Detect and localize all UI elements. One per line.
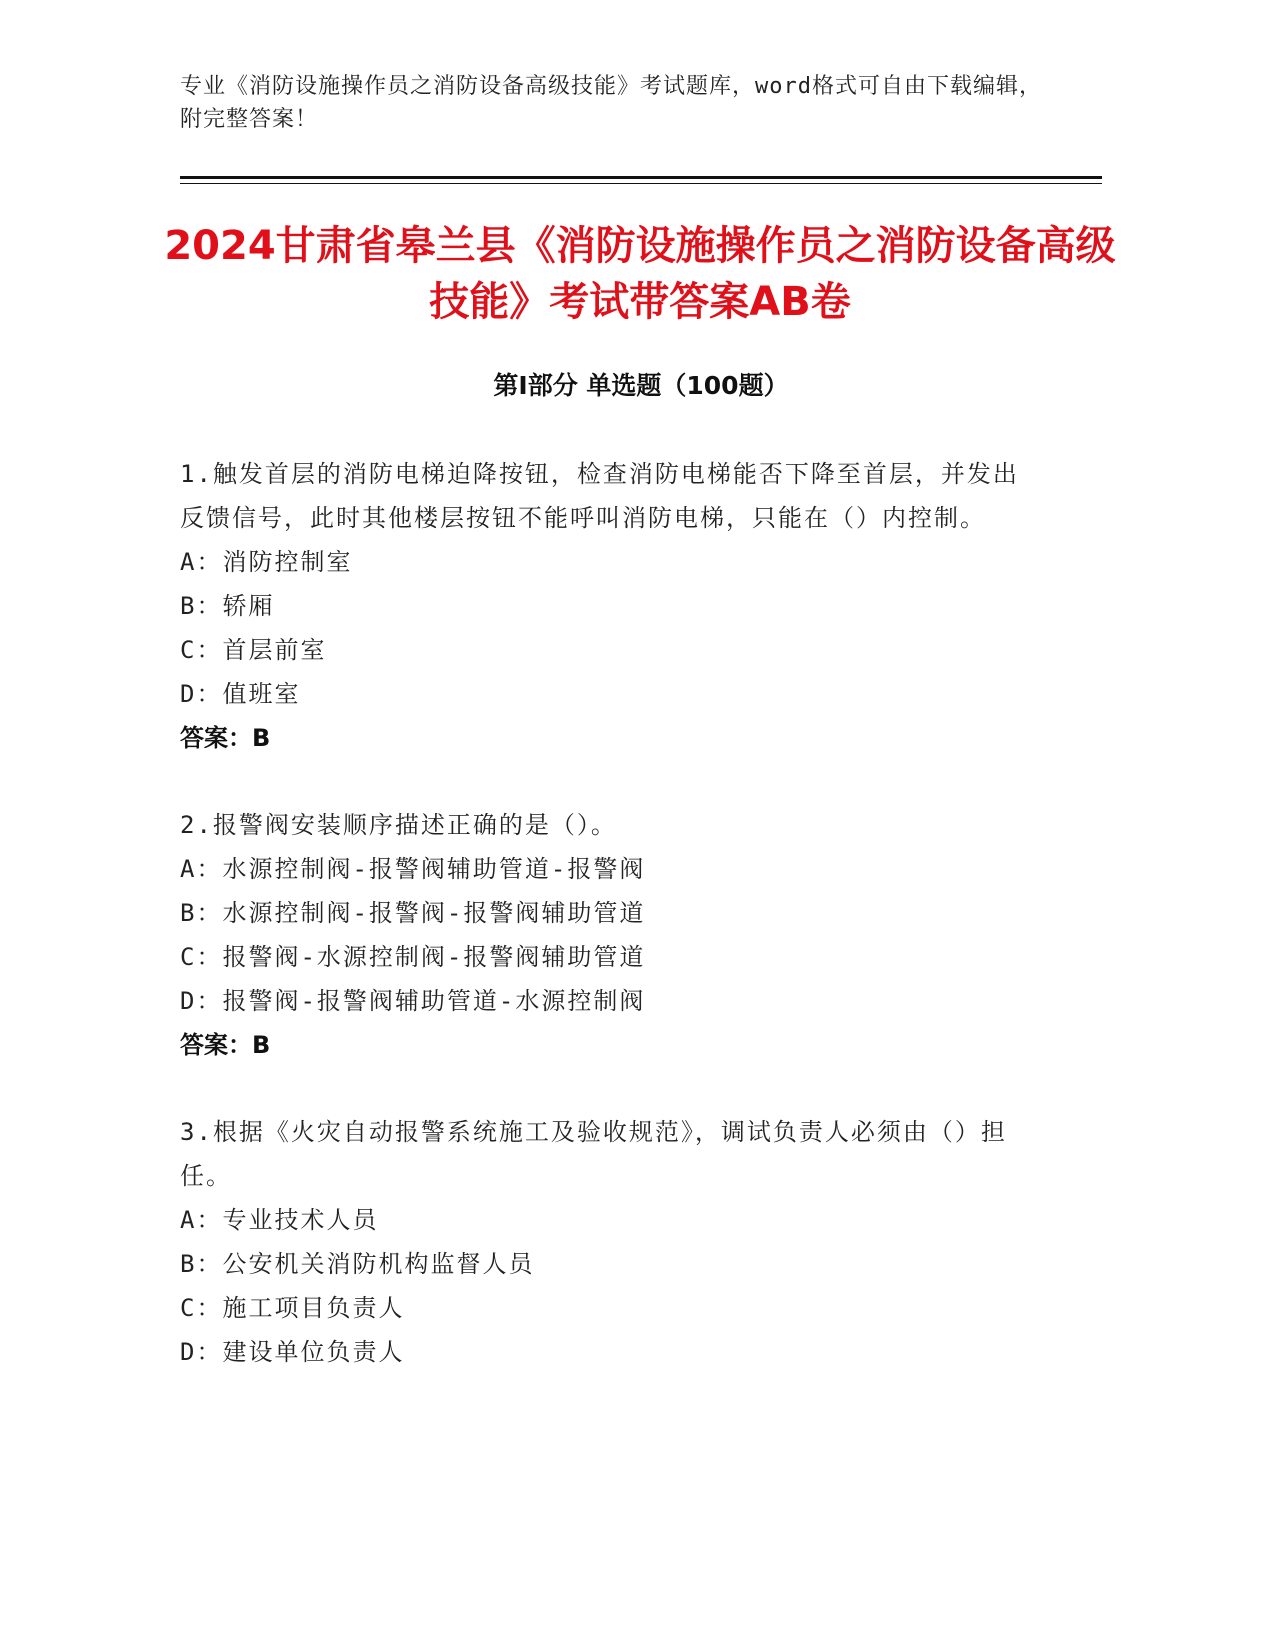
question-stem: 1.触发首层的消防电梯迫降按钮，检查消防电梯能否下降至首层，并发出反馈信号，此时其他楼层按钮不能呼叫消防电梯，只能在（）内控制。 — [180, 460, 1019, 532]
option-b: B：公安机关消防机构监督人员 — [180, 1250, 535, 1278]
answer: 答案：B — [180, 1031, 271, 1059]
option-d: D：报警阀-报警阀辅助管道-水源控制阀 — [180, 987, 646, 1015]
header-divider-thin — [180, 183, 1102, 184]
document-title: 2024甘肃省皋兰县《消防设施操作员之消防设备高级技能》考试带答案AB卷 — [164, 223, 1116, 325]
section-title: 第Ⅰ部分 单选题（100题） — [493, 371, 789, 400]
question-1 — [180, 452, 1020, 760]
question-list — [180, 452, 1020, 1417]
question-stem: 3.根据《火灾自动报警系统施工及验收规范》，调试负责人必须由（）担任。 — [180, 1118, 1007, 1190]
option-d: D：建设单位负责人 — [180, 1338, 405, 1366]
question-stem: 2.报警阀安装顺序描述正确的是（）。 — [180, 811, 617, 839]
answer: 答案：B — [180, 724, 271, 752]
question-2 — [180, 803, 1020, 1067]
option-d: D：值班室 — [180, 680, 301, 708]
header-divider-thick — [180, 176, 1102, 179]
option-a: A：消防控制室 — [180, 548, 353, 576]
option-a: A：水源控制阀-报警阀辅助管道-报警阀 — [180, 855, 646, 883]
option-c: C：施工项目负责人 — [180, 1294, 405, 1322]
question-3 — [180, 1110, 1020, 1374]
option-a: A：专业技术人员 — [180, 1206, 379, 1234]
option-c: C：首层前室 — [180, 636, 327, 664]
header-note: 专业《消防设施操作员之消防设备高级技能》考试题库，word格式可自由下载编辑，附完整答案！ — [180, 74, 1042, 132]
option-c: C：报警阀-水源控制阀-报警阀辅助管道 — [180, 943, 646, 971]
option-b: B：水源控制阀-报警阀-报警阀辅助管道 — [180, 899, 646, 927]
option-b: B：轿厢 — [180, 592, 275, 620]
